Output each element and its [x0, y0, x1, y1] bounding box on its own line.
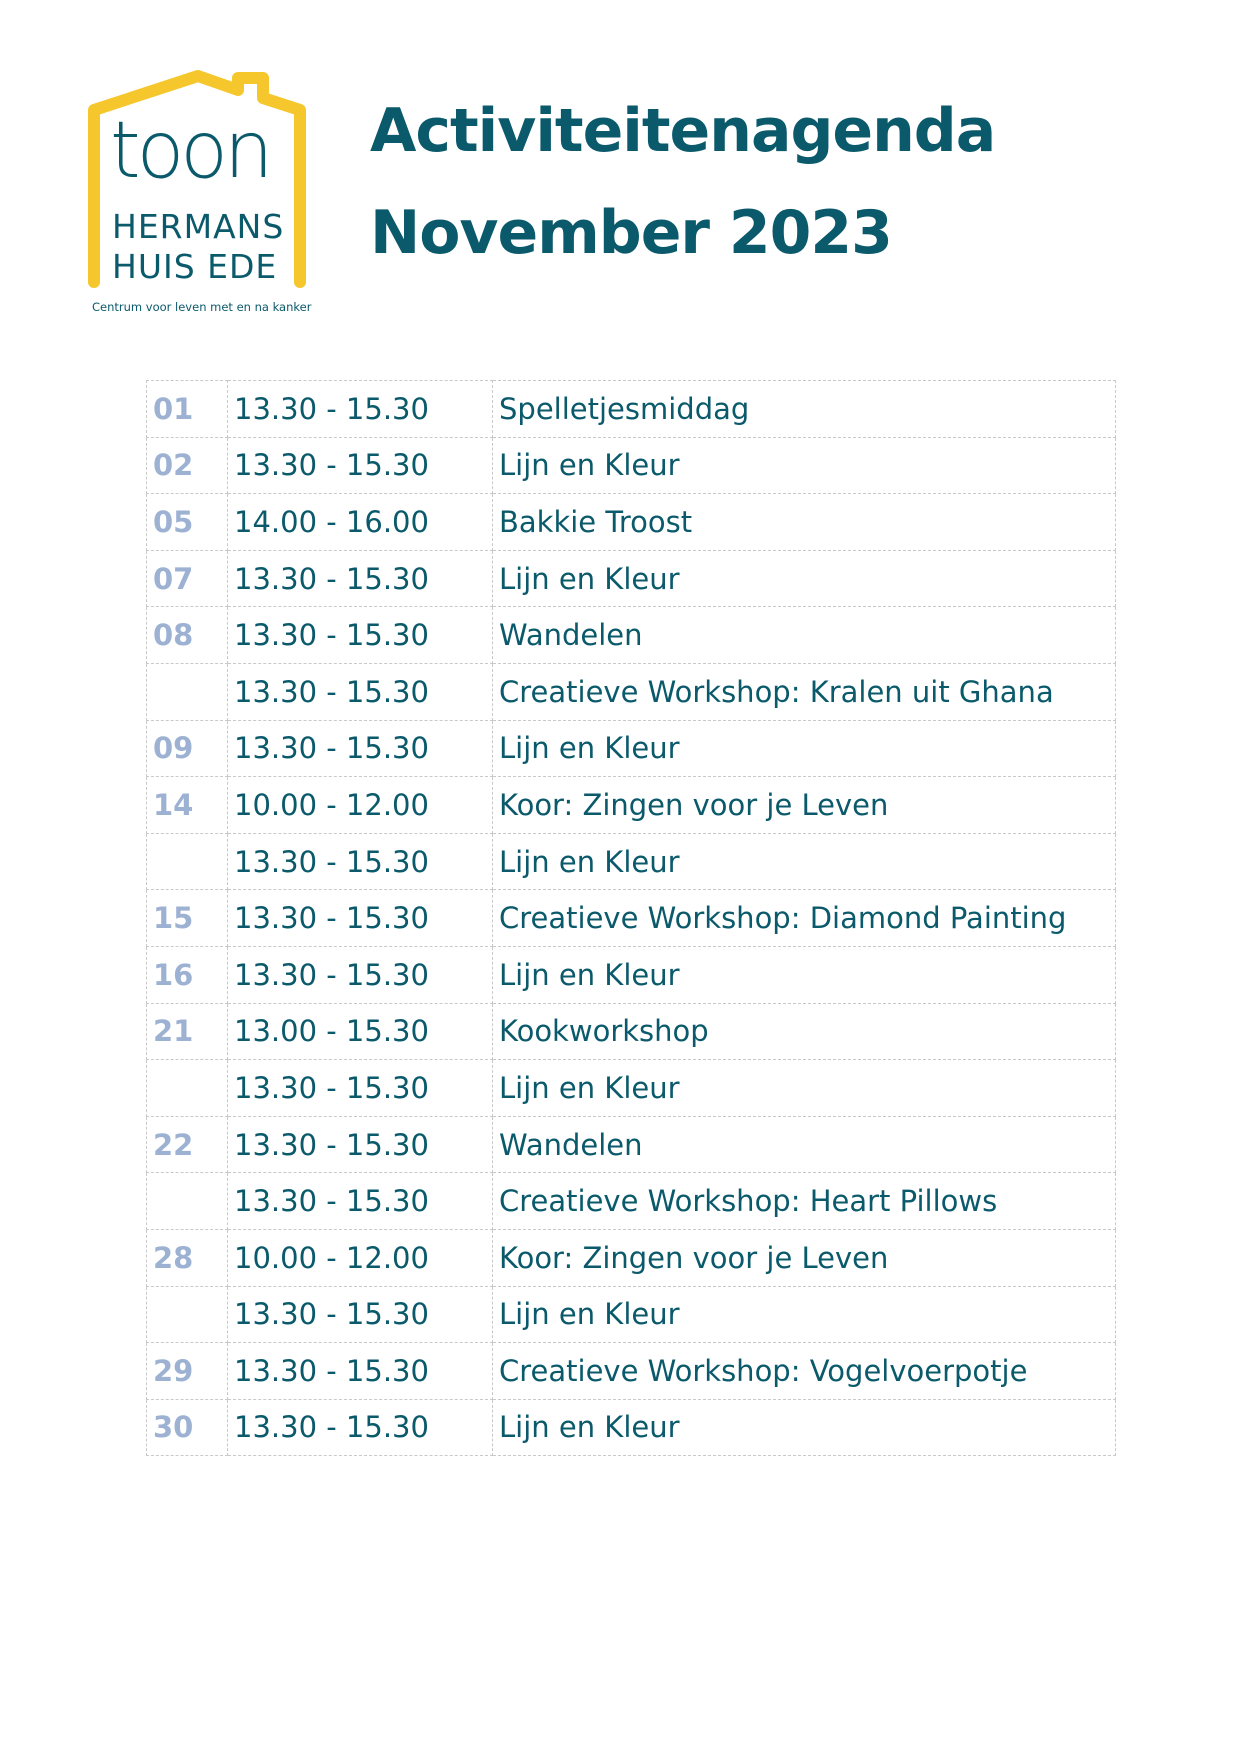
time-cell: 13.30 - 15.30 — [228, 833, 493, 890]
time-cell: 13.30 - 15.30 — [228, 1060, 493, 1117]
day-cell: 08 — [147, 607, 228, 664]
time-cell: 13.30 - 15.30 — [228, 890, 493, 947]
time-cell: 13.30 - 15.30 — [228, 1399, 493, 1456]
day-cell: 28 — [147, 1229, 228, 1286]
activity-cell: Lijn en Kleur — [493, 437, 1116, 494]
time-cell: 10.00 - 12.00 — [228, 1229, 493, 1286]
day-cell: 05 — [147, 494, 228, 551]
time-cell: 13.30 - 15.30 — [228, 946, 493, 1003]
day-cell: 07 — [147, 550, 228, 607]
day-cell — [147, 1286, 228, 1343]
activity-cell: Lijn en Kleur — [493, 1060, 1116, 1117]
activity-cell: Creatieve Workshop: Heart Pillows — [493, 1173, 1116, 1230]
table-row — [147, 1343, 1116, 1400]
time-cell: 13.30 - 15.30 — [228, 1343, 493, 1400]
table-row — [147, 1060, 1116, 1117]
table-row — [147, 720, 1116, 777]
time-cell: 13.00 - 15.30 — [228, 1003, 493, 1060]
activity-cell: Spelletjesmiddag — [493, 381, 1116, 438]
activity-cell: Lijn en Kleur — [493, 1399, 1116, 1456]
day-cell: 09 — [147, 720, 228, 777]
table-row — [147, 833, 1116, 890]
activity-cell: Wandelen — [493, 1116, 1116, 1173]
activity-cell: Lijn en Kleur — [493, 1286, 1116, 1343]
table-row — [147, 890, 1116, 947]
table-row — [147, 607, 1116, 664]
activity-cell: Lijn en Kleur — [493, 946, 1116, 1003]
time-cell: 10.00 - 12.00 — [228, 777, 493, 834]
day-cell: 21 — [147, 1003, 228, 1060]
day-cell: 30 — [147, 1399, 228, 1456]
activity-cell: Creatieve Workshop: Diamond Painting — [493, 890, 1116, 947]
activity-cell: Bakkie Troost — [493, 494, 1116, 551]
logo-line-2: HUIS EDE — [112, 247, 278, 286]
table-row — [147, 1399, 1116, 1456]
table-row — [147, 550, 1116, 607]
table-row — [147, 1173, 1116, 1230]
table-row — [147, 663, 1116, 720]
time-cell: 13.30 - 15.30 — [228, 607, 493, 664]
day-cell: 15 — [147, 890, 228, 947]
day-cell: 01 — [147, 381, 228, 438]
activity-cell: Creatieve Workshop: Kralen uit Ghana — [493, 663, 1116, 720]
time-cell: 14.00 - 16.00 — [228, 494, 493, 551]
activity-cell: Creatieve Workshop: Vogelvoerpotje — [493, 1343, 1116, 1400]
day-cell — [147, 1060, 228, 1117]
day-cell: 14 — [147, 777, 228, 834]
table-row — [147, 1003, 1116, 1060]
time-cell: 13.30 - 15.30 — [228, 1116, 493, 1173]
day-cell: 29 — [147, 1343, 228, 1400]
activity-cell: Koor: Zingen voor je Leven — [493, 1229, 1116, 1286]
time-cell: 13.30 - 15.30 — [228, 720, 493, 777]
day-cell — [147, 1173, 228, 1230]
time-cell: 13.30 - 15.30 — [228, 381, 493, 438]
table-row — [147, 494, 1116, 551]
day-cell: 16 — [147, 946, 228, 1003]
table-row — [147, 777, 1116, 834]
activity-cell: Lijn en Kleur — [493, 550, 1116, 607]
agenda-table — [146, 380, 1116, 1456]
time-cell: 13.30 - 15.30 — [228, 550, 493, 607]
table-row — [147, 381, 1116, 438]
table-row — [147, 1229, 1116, 1286]
activity-cell: Kookworkshop — [493, 1003, 1116, 1060]
table-row — [147, 1116, 1116, 1173]
time-cell: 13.30 - 15.30 — [228, 437, 493, 494]
activity-cell: Lijn en Kleur — [493, 833, 1116, 890]
page-subtitle: November 2023 — [370, 198, 892, 268]
day-cell — [147, 663, 228, 720]
activity-cell: Koor: Zingen voor je Leven — [493, 777, 1116, 834]
table-row — [147, 946, 1116, 1003]
activity-cell: Lijn en Kleur — [493, 720, 1116, 777]
day-cell: 02 — [147, 437, 228, 494]
logo — [88, 70, 318, 320]
logo-wordmark: toon — [110, 106, 270, 196]
day-cell — [147, 833, 228, 890]
time-cell: 13.30 - 15.30 — [228, 1286, 493, 1343]
time-cell: 13.30 - 15.30 — [228, 663, 493, 720]
time-cell: 13.30 - 15.30 — [228, 1173, 493, 1230]
page-title: Activiteitenagenda — [370, 96, 996, 166]
logo-line-1: HERMANS — [112, 207, 285, 246]
logo-tagline: Centrum voor leven met en na kanker — [92, 300, 312, 314]
table-row — [147, 437, 1116, 494]
activity-cell: Wandelen — [493, 607, 1116, 664]
day-cell: 22 — [147, 1116, 228, 1173]
table-row — [147, 1286, 1116, 1343]
